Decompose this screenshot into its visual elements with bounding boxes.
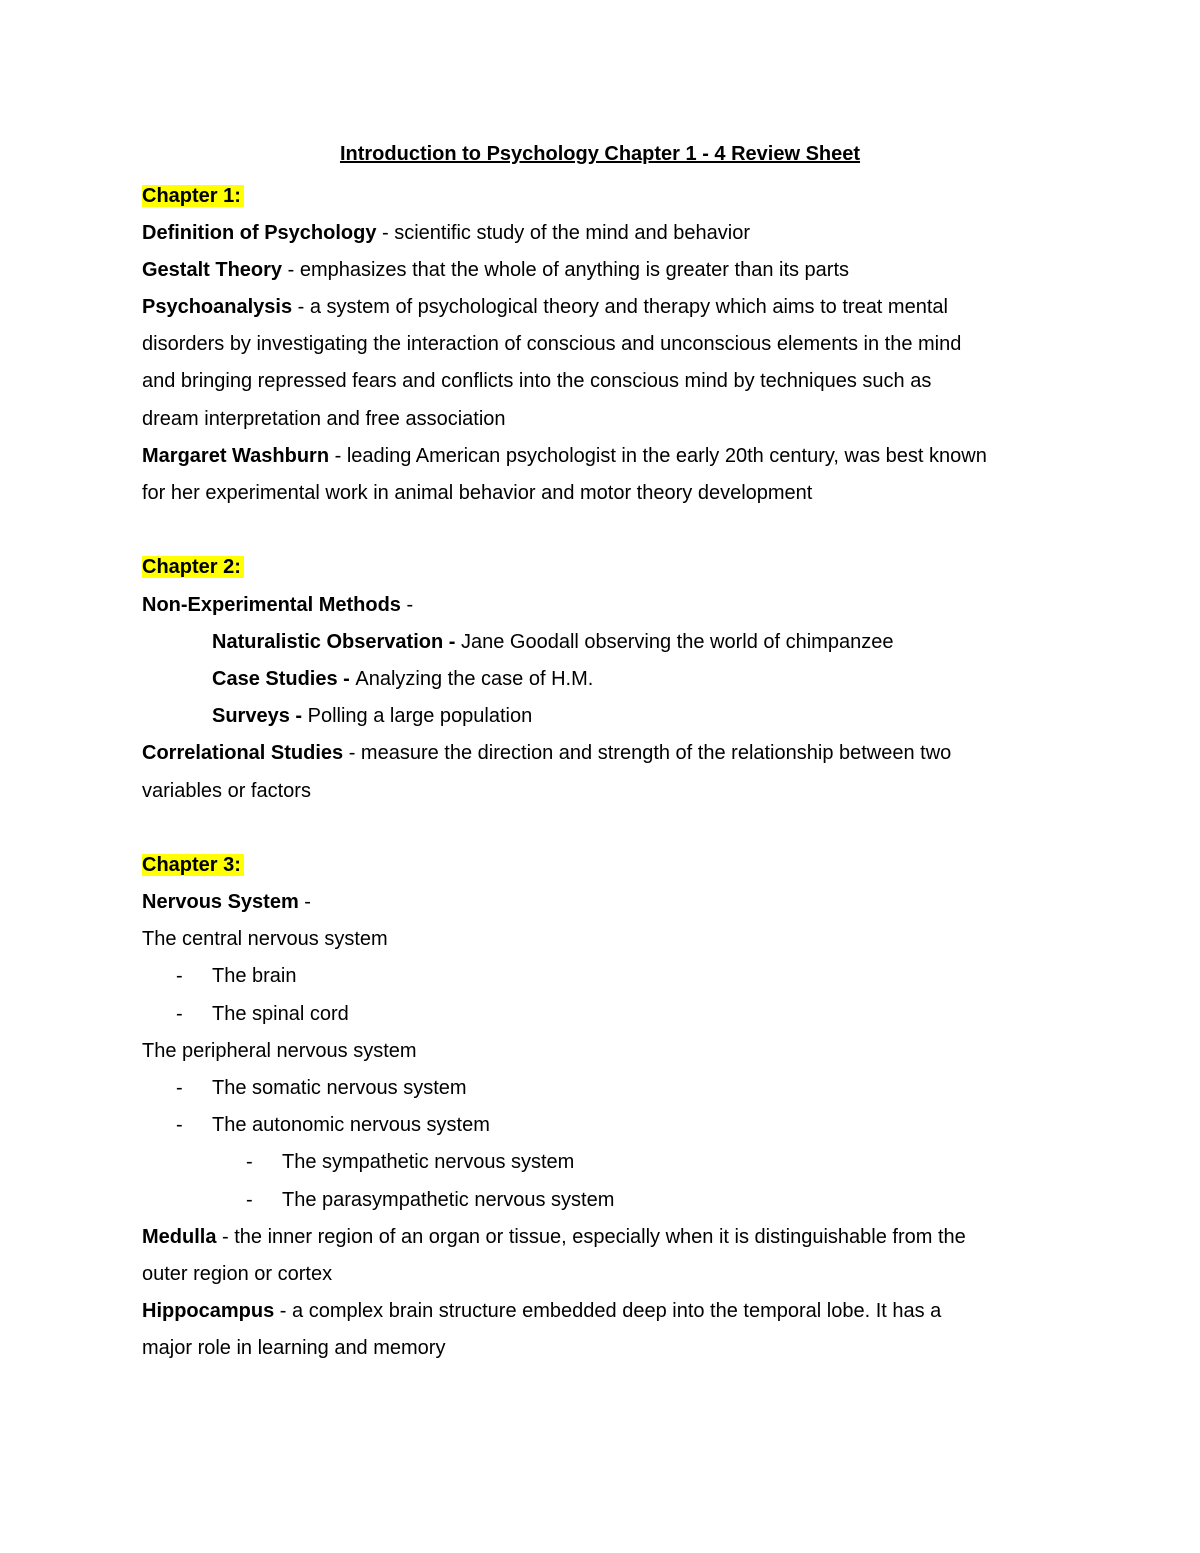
- definition-text: -: [400, 593, 414, 616]
- nervous-system-line: [142, 884, 1072, 921]
- dash-bullet: -: [246, 1151, 253, 1174]
- psychoanalysis-line: [142, 289, 1072, 326]
- list-item: [142, 1107, 1072, 1144]
- blank-line: [142, 810, 1072, 847]
- definition-text: - the inner region of an organ or tissue, especially when it is distinguishable from the: [216, 1225, 966, 1248]
- list-item-text: The autonomic nervous system: [212, 1114, 490, 1137]
- chapter-3-heading: Chapter 3:: [142, 854, 244, 876]
- term-case-studies: Case Studies -: [212, 667, 356, 690]
- term-gestalt-theory: Gestalt Theory: [142, 258, 283, 281]
- definition-text: - emphasizes that the whole of anything is greater than its parts: [282, 258, 850, 281]
- correlational-studies-continuation: variables or factors: [142, 779, 311, 802]
- margaret-washburn-continuation: for her experimental work in animal behavior and motor theory development: [142, 482, 813, 504]
- naturalistic-observation-line: [142, 624, 1072, 661]
- margaret-washburn-line: [142, 438, 1072, 475]
- peripheral-nervous-system: The peripheral nervous system: [142, 1039, 417, 1062]
- page-title: Introduction to Psychology Chapter 1 - 4 Review Sheet: [339, 143, 861, 165]
- definition-text: - leading American psychologist in the early 20th century, was best known: [329, 444, 987, 467]
- term-nervous-system: Nervous System: [142, 891, 299, 914]
- case-studies-line: [142, 661, 1072, 698]
- definition-text: Jane Goodall observing the world of chimpanzee: [460, 630, 894, 653]
- dash-bullet: -: [176, 1077, 183, 1099]
- medulla-continuation: outer region or cortex: [142, 1262, 333, 1285]
- term-medulla: Medulla: [142, 1225, 217, 1248]
- chapter-1-heading: Chapter 1:: [142, 185, 244, 207]
- dash-bullet: -: [176, 965, 183, 988]
- dash-bullet: -: [176, 1114, 183, 1137]
- term-hippocampus: Hippocampus: [142, 1300, 275, 1323]
- term-non-experimental-methods: Non-Experimental Methods: [142, 593, 401, 616]
- gestalt-theory-line: [142, 252, 1072, 289]
- definition-text: - a complex brain structure embedded deep into the temporal lobe. It has a: [274, 1300, 942, 1323]
- psychoanalysis-continuation: dream interpretation and free association: [142, 407, 506, 430]
- blank-line: [142, 512, 1072, 549]
- chapter-2-heading-line: [142, 549, 1072, 586]
- dash-bullet: -: [176, 1002, 183, 1025]
- list-item-text: The spinal cord: [212, 1002, 349, 1025]
- definition-of-psychology-line: [142, 215, 1072, 252]
- correlational-studies-line: [142, 735, 1072, 772]
- definition-text: Analyzing the case of H.M.: [355, 667, 594, 690]
- term-psychoanalysis: Psychoanalysis: [142, 296, 293, 319]
- psychoanalysis-continuation: disorders by investigating the interaction of conscious and unconscious elements in the mind: [142, 333, 962, 356]
- definition-text: -: [298, 891, 311, 914]
- sub-list-item: [142, 1182, 1072, 1219]
- psychoanalysis-continuation: and bringing repressed fears and conflicts into the conscious mind by techniques such as: [142, 370, 932, 393]
- list-item: [142, 996, 1072, 1033]
- sub-list-item: [142, 1144, 1072, 1181]
- hippocampus-continuation: major role in learning and memory: [142, 1337, 446, 1360]
- list-item-text: The brain: [212, 965, 297, 988]
- dash-bullet: -: [246, 1188, 253, 1211]
- list-item-text: The sympathetic nervous system: [282, 1151, 575, 1174]
- term-naturalistic-observation: Naturalistic Observation -: [212, 630, 461, 653]
- list-item: [142, 1070, 1072, 1107]
- chapter-2-heading: Chapter 2:: [142, 556, 244, 578]
- document-body: [142, 178, 1072, 1368]
- surveys-line: [142, 698, 1072, 735]
- term-margaret-washburn: Margaret Washburn: [142, 444, 330, 467]
- hippocampus-line: [142, 1293, 1072, 1330]
- term-definition-of-psychology: Definition of Psychology: [142, 221, 377, 244]
- definition-text: - measure the direction and strength of the relationship between two: [343, 742, 952, 765]
- list-item: [142, 958, 1072, 995]
- chapter-1-heading-line: [142, 178, 1072, 215]
- central-nervous-system: The central nervous system: [142, 928, 388, 951]
- term-surveys: Surveys -: [212, 705, 308, 728]
- definition-text: - a system of psychological theory and therapy which aims to treat mental: [292, 296, 948, 319]
- chapter-3-heading-line: [142, 847, 1072, 884]
- term-correlational-studies: Correlational Studies: [142, 742, 344, 765]
- definition-text: - scientific study of the mind and behavior: [376, 221, 750, 244]
- list-item-text: The parasympathetic nervous system: [282, 1188, 615, 1211]
- non-experimental-methods-line: [142, 587, 1072, 624]
- definition-text: Polling a large population: [307, 705, 533, 728]
- medulla-line: [142, 1219, 1072, 1256]
- list-item-text: The somatic nervous system: [212, 1077, 467, 1099]
